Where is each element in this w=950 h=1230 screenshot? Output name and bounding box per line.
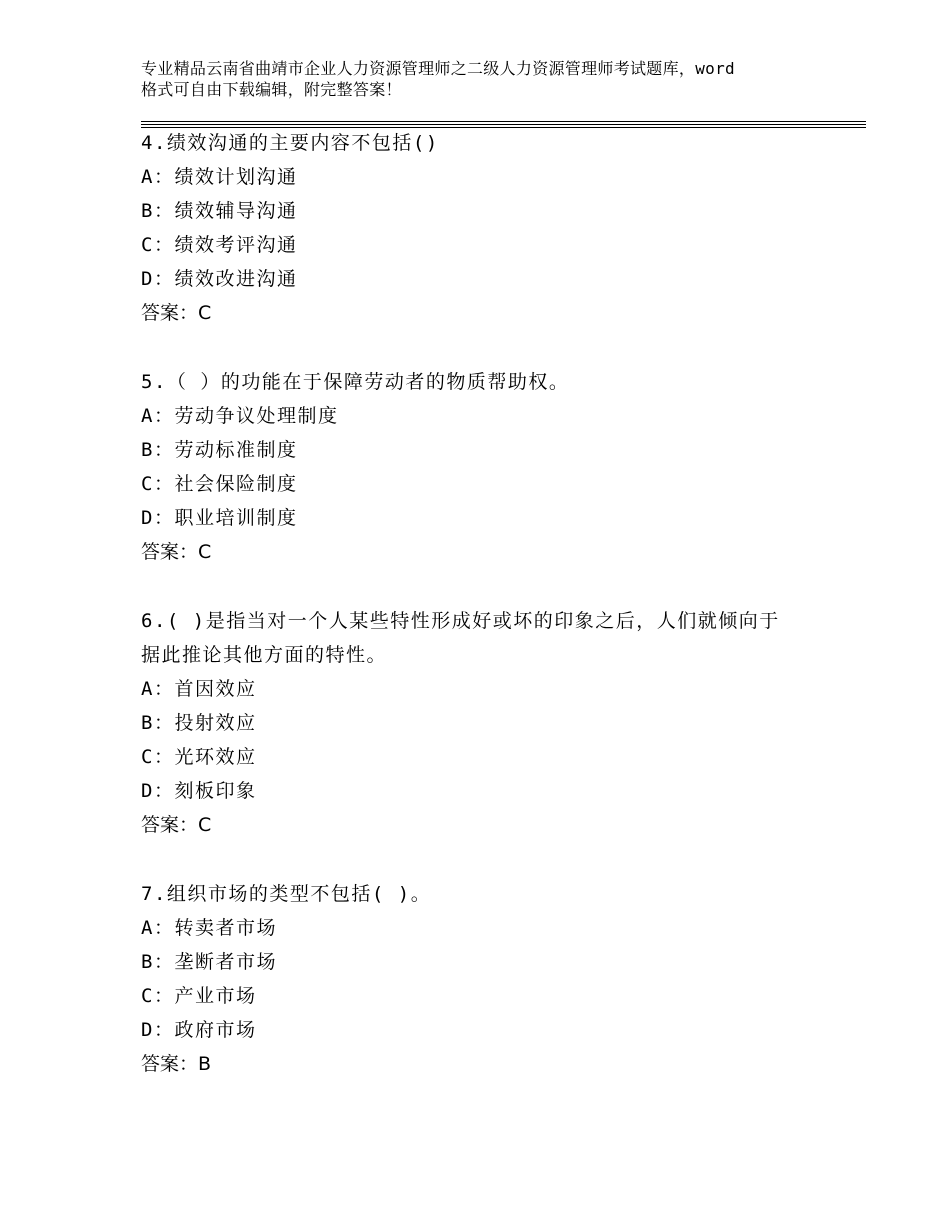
question-7 <box>141 877 841 1081</box>
header-line-1: 专业精品云南省曲靖市企业人力资源管理师之二级人力资源管理师考试题库，word <box>141 59 735 78</box>
question-stem-line-2: 据此推论其他方面的特性。 <box>141 644 388 666</box>
option-c: C：产业市场 <box>141 985 257 1007</box>
option-b: B：绩效辅导沟通 <box>141 200 298 222</box>
question-4 <box>141 126 841 330</box>
option-d: D：职业培训制度 <box>141 507 298 529</box>
document-header <box>141 58 821 100</box>
question-stem: 7.组织市场的类型不包括( )。 <box>141 883 432 905</box>
option-c: C：社会保险制度 <box>141 473 298 495</box>
option-d: D：政府市场 <box>141 1019 257 1041</box>
option-a: A：首因效应 <box>141 678 257 700</box>
answer-label: 答案：C <box>141 541 212 563</box>
option-b: B：投射效应 <box>141 712 257 734</box>
option-c: C：光环效应 <box>141 746 257 768</box>
question-stem: 5.（ ）的功能在于保障劳动者的物质帮助权。 <box>141 371 570 393</box>
header-line-2: 格式可自由下载编辑，附完整答案！ <box>141 80 402 99</box>
option-a: A：绩效计划沟通 <box>141 166 298 188</box>
header-divider-middle <box>141 124 866 125</box>
answer-label: 答案：C <box>141 302 212 324</box>
question-5 <box>141 365 841 569</box>
option-b: B：垄断者市场 <box>141 951 277 973</box>
option-c: C：绩效考评沟通 <box>141 234 298 256</box>
option-a: A：转卖者市场 <box>141 917 277 939</box>
answer-label: 答案：B <box>141 1053 212 1075</box>
option-d: D：刻板印象 <box>141 780 257 802</box>
question-6 <box>141 604 841 842</box>
question-stem-line-1: 6.( )是指当对一个人某些特性形成好或坏的印象之后，人们就倾向于 <box>141 610 780 632</box>
option-a: A：劳动争议处理制度 <box>141 405 339 427</box>
option-d: D：绩效改进沟通 <box>141 268 298 290</box>
answer-label: 答案：C <box>141 814 212 836</box>
option-b: B：劳动标准制度 <box>141 439 298 461</box>
question-stem: 4.绩效沟通的主要内容不包括() <box>141 132 439 154</box>
header-divider-top <box>141 121 866 122</box>
